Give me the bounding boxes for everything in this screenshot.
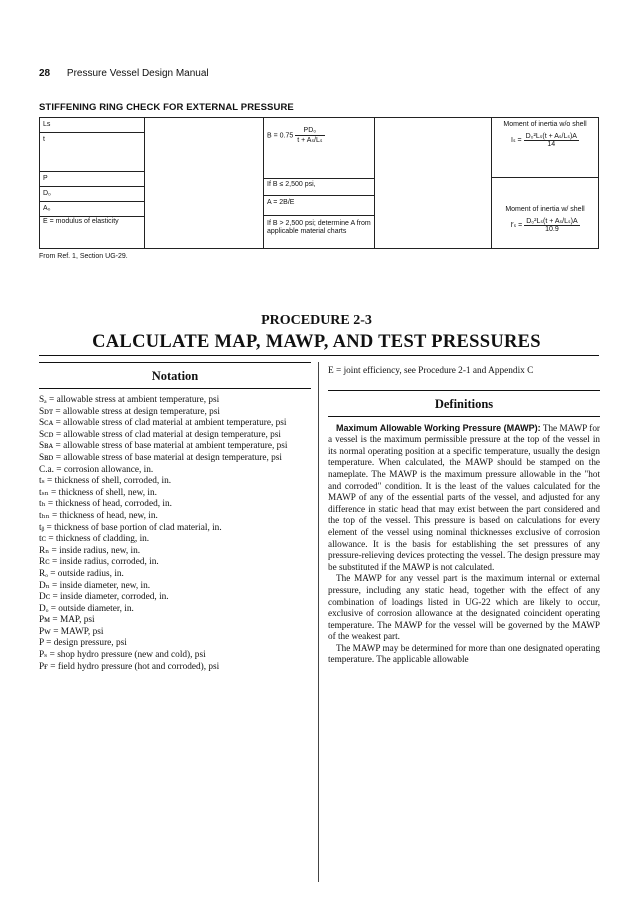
moment-of-inertia-column [492, 118, 599, 249]
procedure-number: PROCEDURE 2-3 [261, 313, 372, 328]
mawp-term: Maximum Allowable Working Pressure (MAWP): [336, 422, 541, 433]
notation-item: Sₐ = allowable stress at ambient temperature, psi [39, 395, 220, 405]
notation-item: C.a. = corrosion allowance, in. [39, 464, 154, 475]
notation-item: Pғ = field hydro pressure (hot and corroded), psi [39, 661, 220, 672]
notation-item: Sʙᴅ = allowable stress of base material at design temperature, psi [39, 452, 282, 463]
mawp-paragraph-3: The MAWP may be determined for more than one designated operating temperature. The applicable allowable [328, 642, 600, 665]
label-do: D₀ [40, 187, 144, 202]
label-ls: Ls [40, 118, 144, 133]
input-label-column [40, 118, 145, 249]
notation-item: Rₒ = outside radius, in. [39, 568, 124, 579]
b-formula: B = 0.75 $\frac{\text{PD₀}}{\text{t + Aₛ/Lₛ}}$ [264, 118, 374, 179]
notation-item: tᵦ = thickness of base portion of clad material, in. [39, 522, 222, 533]
moi-with-shell: Moment of inertia w/ shell I′ₛ = $\frac{\text{D₀²Lₛ(t + Aₛ/Lₛ)A}}{10.9}$ [505, 206, 585, 233]
label-as: A₀ [40, 202, 144, 217]
definitions-heading: Definitions [328, 390, 600, 417]
result-column [375, 118, 492, 249]
notation-item: Sᴄᴅ = allowable stress of clad material at design temperature, psi [39, 429, 282, 440]
column-divider [318, 362, 319, 882]
table-reference: From Ref. 1, Section UG-29. [39, 253, 128, 260]
notation-item: tₛₙ = thickness of shell, new, in. [39, 487, 157, 498]
notation-item: Pᴡ = MAWP, psi [39, 626, 104, 637]
notation-item: Pₛ = shop hydro pressure (new and cold), psi [39, 650, 206, 661]
notation-item: P = design pressure, psi [39, 638, 127, 649]
notation-item: Rₙ = inside radius, new, in. [39, 545, 141, 556]
notation-item: tₕ = thickness of head, corroded, in. [39, 499, 172, 510]
stiffening-ring-title: STIFFENING RING CHECK FOR EXTERNAL PRESSURE [39, 102, 294, 113]
b-condition-gt: If B > 2,500 psi; determine A from applicable material charts [267, 220, 371, 235]
formula-column [264, 118, 375, 249]
moi-without-shell: Moment of inertia w/o shell Iₛ = $\frac{\text{D₀²Lₛ(t + Aₛ/Lₛ)A}}{14}$ [492, 118, 598, 178]
joint-efficiency-note: E = joint efficiency, see Procedure 2-1 and Appendix C [328, 366, 534, 376]
notation-item: tᴄ = thickness of cladding, in. [39, 534, 150, 545]
definitions-body [328, 423, 600, 666]
b-condition-le: If B ≤ 2,500 psi, [264, 179, 374, 196]
notation-item: Sᴅᴛ = allowable stress at design temperature, psi [39, 406, 220, 417]
label-e-modulus: E = modulus of elasticity [43, 218, 119, 225]
notation-item: Dᴄ = inside diameter, corroded, in. [39, 592, 169, 603]
mawp-paragraph-1: Maximum Allowable Working Pressure (MAWP): The MAWP for a vessel is the maximum permissible pressure at the top of the vessel in its normal operating position at a specific temperature, usually the design temperature. When calculated, the MAWP should be stamped on the nameplate. The MAWP is the maximum pressure allowable in the "hot and corroded" condition. It is the least of the values calculated for the MAWP of any of the essential parts of the vessel, and adjusted for any difference in static head that may exist between the part considered and the top of the vessel. This pressure is based on calculations for every element of the vessel using nominal thicknesses exclusive of corrosion allowance. It is the basis for establishing the set pressures of any pressure-relieving devices protecting the vessel. The design pressure may be substituted if the MAWP is not calculated. [328, 422, 600, 572]
stiffening-ring-table [39, 117, 599, 249]
notation-item: Dₙ = inside diameter, new, in. [39, 580, 151, 591]
notation-list [39, 395, 311, 673]
notation-item: tₛ = thickness of shell, corroded, in. [39, 476, 172, 487]
notation-item: tₕₙ = thickness of head, new, in. [39, 510, 158, 521]
mawp-paragraph-2: The MAWP for any vessel part is the maximum internal or external pressure, including any static head, together with the effect of any combination of loadings listed in UG-22 which are likely to occur, exclusive of corrosion allowance at the designated coincident operating temperature. The MAWP for the vessel will be governed by the MAWP of the weakest part. [328, 573, 600, 642]
notation-item: Sʙᴀ = allowable stress of base material at ambient temperature, psi [39, 441, 288, 452]
title-rule [39, 355, 599, 356]
book-title: Pressure Vessel Design Manual [66, 68, 209, 79]
label-p: P [40, 172, 144, 187]
a-formula: A = 2B/E [264, 196, 374, 216]
notation-section [39, 362, 311, 673]
input-value-column [145, 118, 264, 249]
procedure-title: CALCULATE MAP, MAWP, AND TEST PRESSURES [92, 332, 541, 352]
running-header [39, 68, 209, 79]
label-t: t [40, 133, 144, 172]
page-number: 28 [39, 68, 51, 79]
notation-heading: Notation [39, 362, 311, 389]
notation-item: Rᴄ = inside radius, corroded, in. [39, 557, 159, 568]
notation-item: Dₒ = outside diameter, in. [39, 603, 134, 614]
notation-item: Sᴄᴀ = allowable stress of clad material at ambient temperature, psi [39, 418, 287, 429]
notation-item: Pᴍ = MAP, psi [39, 615, 95, 626]
definitions-section [328, 362, 600, 666]
